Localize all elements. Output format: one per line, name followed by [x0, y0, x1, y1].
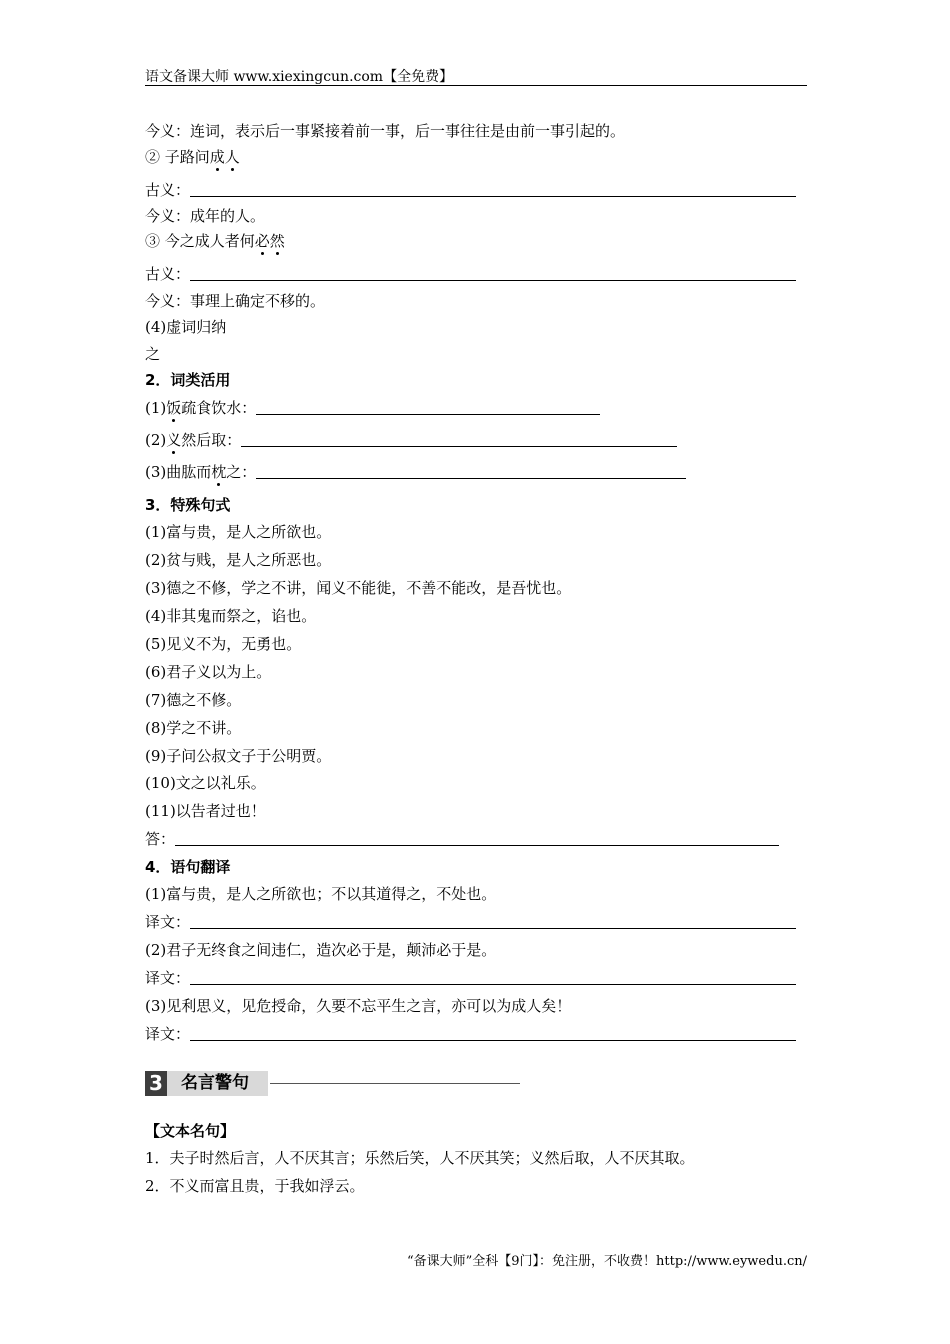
sentence-item: (9)子问公叔文子于公明贾。 — [145, 747, 332, 765]
modern-meaning-line: 今义：事理上确定不移的。 — [145, 292, 326, 310]
dotted-char: 成 — [209, 148, 225, 166]
item-2-prompt: ② 子路问成人 — [145, 148, 240, 166]
word-usage-item: (2)义然后取： — [145, 430, 677, 450]
sentence-item: (1)富与贵，是人之所欲也。 — [145, 523, 332, 541]
famous-line: 2．不义而富且贵，于我如浮云。 — [145, 1177, 365, 1195]
sentence-item: (11)以告者过也！ — [145, 802, 266, 820]
word-usage-item: (1)饭疏食饮水： — [145, 398, 600, 418]
dotted-char: 枕 — [211, 463, 227, 481]
header-rule — [145, 85, 807, 86]
sentence-item: (10)文之以礼乐。 — [145, 774, 266, 792]
page-header: 语文备课大师 www.xiexingcun.com【全免费】 — [145, 69, 454, 85]
answer-blank[interactable] — [190, 1026, 796, 1041]
page-footer: “备课大师”全科【9门】：免注册，不收费！http://www.eywedu.cn/ — [406, 1254, 807, 1269]
item-3-prompt: ③ 今之成人者何必然 — [145, 232, 285, 250]
section-title: 名言警句 — [181, 1073, 249, 1093]
translation-sentence: (3)见利思义，见危授命，久要不忘平生之言，亦可以为成人矣！ — [145, 997, 572, 1015]
sentence-item: (6)君子义以为上。 — [145, 663, 272, 681]
answer-blank[interactable] — [190, 182, 796, 197]
sentence-item: (5)见义不为，无勇也。 — [145, 635, 302, 653]
function-word-zhi: 之 — [145, 345, 161, 363]
translation-line: 译文： — [145, 968, 796, 988]
sentence-item: (7)德之不修。 — [145, 691, 242, 709]
answer-blank[interactable] — [175, 831, 779, 846]
answer-blank[interactable] — [190, 914, 796, 929]
sentence-item: (8)学之不讲。 — [145, 719, 242, 737]
answer-blank[interactable] — [241, 432, 677, 447]
section-3-title: 3．特殊句式 — [145, 496, 231, 514]
dotted-char: 然 — [269, 232, 285, 250]
section-2-title: 2．词类活用 — [145, 371, 231, 389]
section-4-title: 4．语句翻译 — [145, 858, 231, 876]
dotted-char: 饭 — [166, 399, 182, 417]
answer-blank[interactable] — [190, 970, 796, 985]
modern-meaning-line: 今义：成年的人。 — [145, 207, 266, 225]
sentence-item: (2)贫与贱，是人之所恶也。 — [145, 551, 332, 569]
answer-blank[interactable] — [190, 266, 796, 281]
dotted-char: 人 — [224, 148, 240, 166]
translation-sentence: (2)君子无终食之间违仁，造次必于是，颠沛必于是。 — [145, 941, 497, 959]
sentence-item: (4)非其鬼而祭之，谄也。 — [145, 607, 317, 625]
function-words-heading: (4)虚词归纳 — [145, 318, 227, 336]
dotted-char: 必 — [254, 232, 270, 250]
section-rule — [270, 1083, 520, 1084]
sentence-item: (3)德之不修，学之不讲，闻义不能徙，不善不能改，是吾忧也。 — [145, 579, 572, 597]
famous-lines-label: 【文本名句】 — [145, 1122, 236, 1140]
translation-line: 译文： — [145, 912, 796, 932]
translation-line: 译文： — [145, 1024, 796, 1044]
dotted-char: 义 — [166, 431, 182, 449]
ancient-meaning-line: 古义： — [145, 264, 796, 284]
word-usage-item: (3)曲肱而枕之： — [145, 462, 686, 482]
ancient-meaning-line: 古义： — [145, 180, 796, 200]
section-heading-quotes — [145, 1071, 268, 1096]
famous-line: 1．夫子时然后言，人不厌其言；乐然后笑，人不厌其笑；义然后取，人不厌其取。 — [145, 1149, 695, 1167]
answer-blank[interactable] — [256, 400, 600, 415]
section-number: 3 — [145, 1071, 167, 1096]
answer-line: 答： — [145, 829, 779, 849]
translation-sentence: (1)富与贵，是人之所欲也；不以其道得之，不处也。 — [145, 885, 497, 903]
answer-blank[interactable] — [256, 464, 686, 479]
modern-meaning-line: 今义：连词，表示后一事紧接着前一事，后一事往往是由前一事引起的。 — [145, 122, 626, 140]
